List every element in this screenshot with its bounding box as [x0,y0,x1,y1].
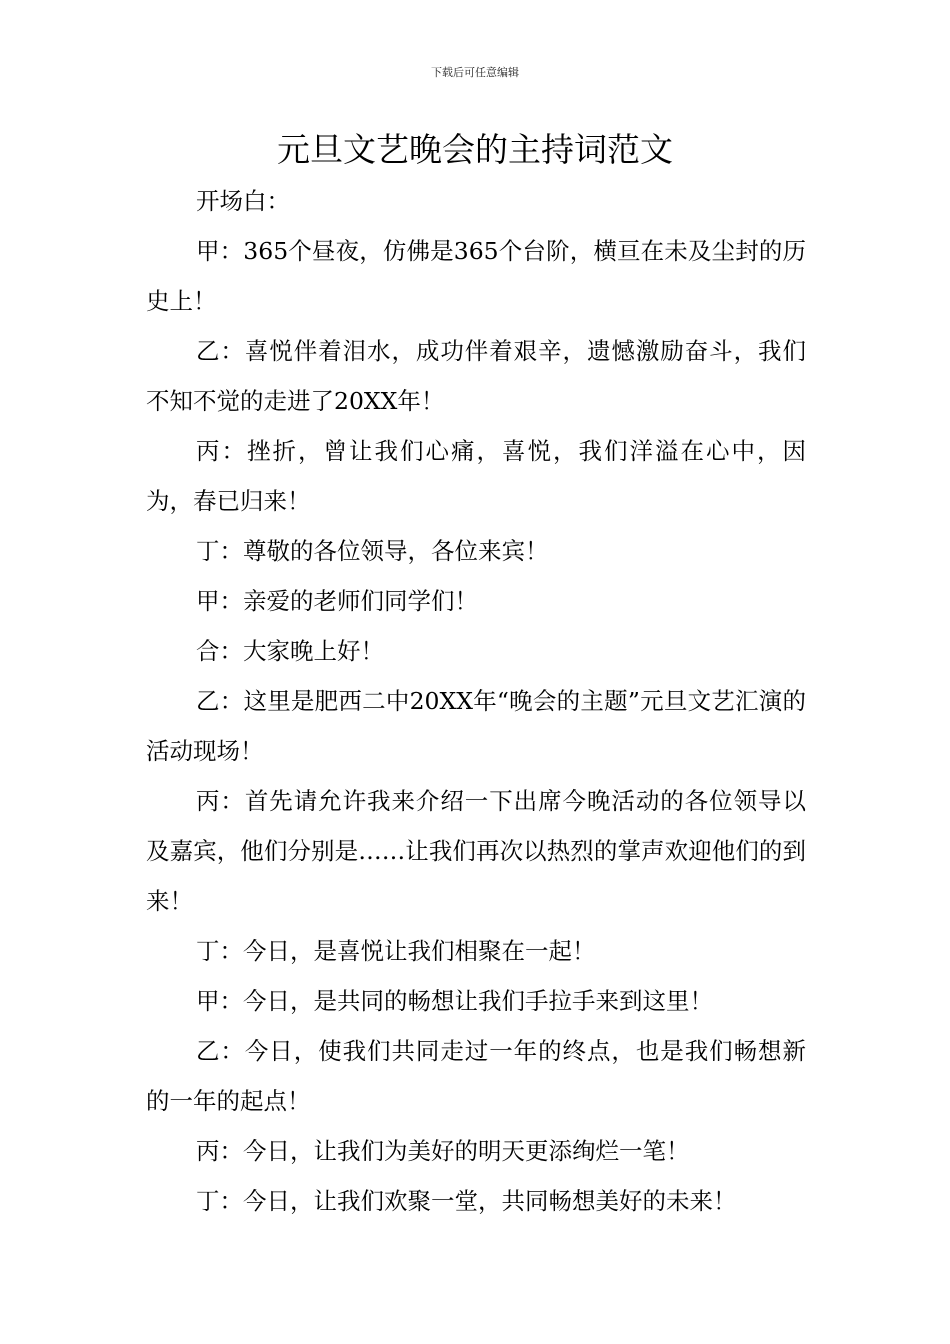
document-body [146,176,806,1226]
paragraph-bing-1: 丙：挫折，曾让我们心痛，喜悦，我们洋溢在心中，因为，春已归来！ [146,437,806,515]
paragraph-jia-2: 甲：亲爱的老师们同学们！ [196,587,478,615]
paragraph-yi-1: 乙：喜悦伴着泪水，成功伴着艰辛，遗憾激励奋斗，我们不知不觉的走进了20XX年！ [146,337,806,415]
paragraph-ding-1: 丁：尊敬的各位领导，各位来宾！ [196,537,549,565]
paragraph-ding-3: 丁：今日，让我们欢聚一堂，共同畅想美好的未来！ [196,1187,737,1215]
paragraph-bing-3: 丙：今日，让我们为美好的明天更添绚烂一笔！ [196,1137,690,1165]
paragraph-he-1: 合：大家晚上好！ [196,637,384,665]
paragraph-ding-2: 丁：今日，是喜悦让我们相聚在一起！ [196,937,596,965]
paragraph-yi-2: 乙：这里是肥西二中20XX年“晚会的主题”元旦文艺汇演的活动现场！ [146,687,806,765]
paragraph-yi-3: 乙：今日，使我们共同走过一年的终点，也是我们畅想新的一年的起点！ [146,1037,806,1115]
paragraph-jia-3: 甲：今日，是共同的畅想让我们手拉手来到这里！ [196,987,713,1015]
document-title: 元旦文艺晚会的主持词范文 [277,130,673,169]
header-note: 下载后可任意编辑 [431,66,519,79]
paragraph-opening-label: 开场白： [196,187,290,215]
paragraph-bing-2: 丙：首先请允许我来介绍一下出席今晚活动的各位领导以及嘉宾，他们分别是……让我们再次以热烈的掌声欢迎他们的到来！ [146,787,806,915]
paragraph-jia-1: 甲：365个昼夜，仿佛是365个台阶，横亘在未及尘封的历史上！ [146,237,806,315]
